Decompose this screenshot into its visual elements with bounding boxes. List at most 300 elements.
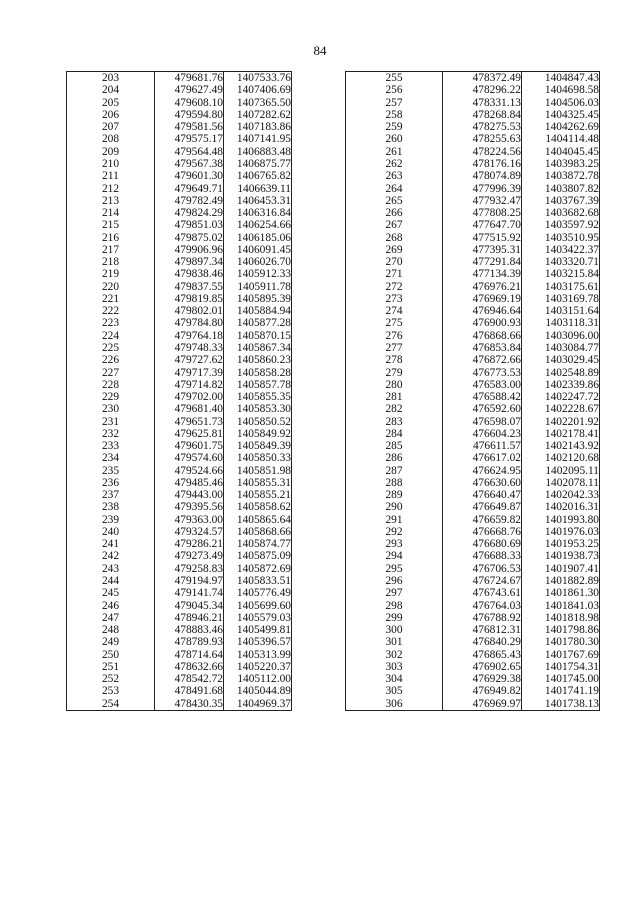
- x-coordinate: 478176.16: [443, 158, 522, 170]
- y-coordinate: 1405858.62: [224, 501, 292, 513]
- point-number: 306: [346, 698, 443, 711]
- x-coordinate: 479524.66: [155, 465, 224, 477]
- x-coordinate: 476706.53: [443, 563, 522, 575]
- x-coordinate: 476902.65: [443, 661, 522, 673]
- y-coordinate: 1401745.00: [522, 673, 600, 685]
- x-coordinate: 476592.60: [443, 403, 522, 415]
- y-coordinate: 1405855.35: [224, 391, 292, 403]
- table-row: [67, 219, 292, 231]
- y-coordinate: 1403151.64: [522, 305, 600, 317]
- x-coordinate: 479194.97: [155, 575, 224, 587]
- y-coordinate: 1405884.94: [224, 305, 292, 317]
- x-coordinate: 478074.89: [443, 170, 522, 182]
- y-coordinate: 1405699.60: [224, 599, 292, 611]
- point-number: 259: [346, 121, 443, 133]
- x-coordinate: 476949.82: [443, 685, 522, 697]
- table-row: [67, 440, 292, 452]
- y-coordinate: 1403597.92: [522, 219, 600, 231]
- y-coordinate: 1403767.39: [522, 195, 600, 207]
- y-coordinate: 1403096.00: [522, 330, 600, 342]
- y-coordinate: 1405875.09: [224, 550, 292, 562]
- y-coordinate: 1401741.19: [522, 685, 600, 697]
- point-number: 297: [346, 587, 443, 599]
- point-number: 305: [346, 685, 443, 697]
- x-coordinate: 476668.76: [443, 526, 522, 538]
- point-number: 209: [67, 146, 155, 158]
- table-row: [346, 268, 600, 280]
- point-number: 228: [67, 379, 155, 391]
- x-coordinate: 479764.18: [155, 330, 224, 342]
- x-coordinate: 479485.46: [155, 477, 224, 489]
- x-coordinate: 476976.21: [443, 281, 522, 293]
- table-row: [67, 72, 292, 85]
- y-coordinate: 1405868.66: [224, 526, 292, 538]
- point-number: 261: [346, 146, 443, 158]
- table-row: [346, 317, 600, 329]
- point-number: 260: [346, 133, 443, 145]
- point-number: 229: [67, 391, 155, 403]
- table-row: [67, 477, 292, 489]
- x-coordinate: 479258.83: [155, 563, 224, 575]
- y-coordinate: 1404262.69: [522, 121, 600, 133]
- point-number: 233: [67, 440, 155, 452]
- point-number: 284: [346, 428, 443, 440]
- x-coordinate: 479748.33: [155, 342, 224, 354]
- point-number: 267: [346, 219, 443, 231]
- y-coordinate: 1406765.82: [224, 170, 292, 182]
- x-coordinate: 479574.60: [155, 452, 224, 464]
- table-row: [346, 465, 600, 477]
- x-coordinate: 479837.55: [155, 281, 224, 293]
- table-row: [67, 550, 292, 562]
- y-coordinate: 1407533.76: [224, 72, 292, 85]
- x-coordinate: 476680.69: [443, 538, 522, 550]
- x-coordinate: 477932.47: [443, 195, 522, 207]
- y-coordinate: 1401953.25: [522, 538, 600, 550]
- y-coordinate: 1403029.45: [522, 354, 600, 366]
- y-coordinate: 1405895.39: [224, 293, 292, 305]
- x-coordinate: 479045.34: [155, 599, 224, 611]
- x-coordinate: 476764.03: [443, 599, 522, 611]
- y-coordinate: 1405874.77: [224, 538, 292, 550]
- y-coordinate: 1405396.57: [224, 636, 292, 648]
- table-row: [346, 109, 600, 121]
- point-number: 226: [67, 354, 155, 366]
- x-coordinate: 479897.34: [155, 256, 224, 268]
- x-coordinate: 478632.66: [155, 661, 224, 673]
- x-coordinate: 476969.19: [443, 293, 522, 305]
- point-number: 264: [346, 182, 443, 194]
- table-row: [67, 452, 292, 464]
- table-row: [346, 158, 600, 170]
- x-coordinate: 476688.33: [443, 550, 522, 562]
- x-coordinate: 476865.43: [443, 648, 522, 660]
- y-coordinate: 1402548.89: [522, 366, 600, 378]
- table-row: [67, 97, 292, 109]
- y-coordinate: 1401780.30: [522, 636, 600, 648]
- point-number: 217: [67, 244, 155, 256]
- point-number: 292: [346, 526, 443, 538]
- x-coordinate: 476900.93: [443, 317, 522, 329]
- point-number: 207: [67, 121, 155, 133]
- table-row: [346, 207, 600, 219]
- y-coordinate: 1401798.86: [522, 624, 600, 636]
- x-coordinate: 478542.72: [155, 673, 224, 685]
- x-coordinate: 476868.66: [443, 330, 522, 342]
- y-coordinate: 1403682.68: [522, 207, 600, 219]
- y-coordinate: 1402339.86: [522, 379, 600, 391]
- table-row: [67, 231, 292, 243]
- y-coordinate: 1405112.00: [224, 673, 292, 685]
- x-coordinate: 479567.38: [155, 158, 224, 170]
- y-coordinate: 1405579.03: [224, 612, 292, 624]
- point-number: 208: [67, 133, 155, 145]
- point-number: 220: [67, 281, 155, 293]
- point-number: 215: [67, 219, 155, 231]
- table-row: [346, 612, 600, 624]
- y-coordinate: 1405877.28: [224, 317, 292, 329]
- point-number: 213: [67, 195, 155, 207]
- x-coordinate: 478275.53: [443, 121, 522, 133]
- y-coordinate: 1404847.43: [522, 72, 600, 85]
- x-coordinate: 476624.95: [443, 465, 522, 477]
- x-coordinate: 478883.46: [155, 624, 224, 636]
- y-coordinate: 1402143.92: [522, 440, 600, 452]
- x-coordinate: 479906.96: [155, 244, 224, 256]
- x-coordinate: 476929.38: [443, 673, 522, 685]
- y-coordinate: 1402078.11: [522, 477, 600, 489]
- point-number: 269: [346, 244, 443, 256]
- x-coordinate: 479443.00: [155, 489, 224, 501]
- table-row: [346, 84, 600, 96]
- table-row: [346, 599, 600, 611]
- table-row: [346, 428, 600, 440]
- y-coordinate: 1406026.70: [224, 256, 292, 268]
- table-row: [346, 244, 600, 256]
- y-coordinate: 1402120.68: [522, 452, 600, 464]
- x-coordinate: 479851.03: [155, 219, 224, 231]
- y-coordinate: 1405220.37: [224, 661, 292, 673]
- table-row: [67, 207, 292, 219]
- x-coordinate: 477134.39: [443, 268, 522, 280]
- table-row: [67, 428, 292, 440]
- table-row: [346, 636, 600, 648]
- y-coordinate: 1405850.33: [224, 452, 292, 464]
- x-coordinate: 478714.64: [155, 648, 224, 660]
- table-row: [67, 354, 292, 366]
- table-row: [346, 231, 600, 243]
- point-number: 234: [67, 452, 155, 464]
- x-coordinate: 476788.92: [443, 612, 522, 624]
- table-row: [67, 330, 292, 342]
- table-row: [346, 563, 600, 575]
- point-number: 232: [67, 428, 155, 440]
- point-number: 218: [67, 256, 155, 268]
- x-coordinate: 479681.76: [155, 72, 224, 85]
- y-coordinate: 1407282.62: [224, 109, 292, 121]
- point-number: 287: [346, 465, 443, 477]
- table-row: [346, 97, 600, 109]
- y-coordinate: 1405867.34: [224, 342, 292, 354]
- point-number: 244: [67, 575, 155, 587]
- x-coordinate: 479273.49: [155, 550, 224, 562]
- x-coordinate: 476743.61: [443, 587, 522, 599]
- point-number: 241: [67, 538, 155, 550]
- x-coordinate: 479838.46: [155, 268, 224, 280]
- x-coordinate: 479819.85: [155, 293, 224, 305]
- table-row: [346, 587, 600, 599]
- point-number: 248: [67, 624, 155, 636]
- table-row: [67, 489, 292, 501]
- x-coordinate: 479824.29: [155, 207, 224, 219]
- x-coordinate: 476604.23: [443, 428, 522, 440]
- table-row: [67, 305, 292, 317]
- point-number: 273: [346, 293, 443, 305]
- x-coordinate: 478491.68: [155, 685, 224, 697]
- y-coordinate: 1405865.64: [224, 514, 292, 526]
- point-number: 230: [67, 403, 155, 415]
- point-number: 303: [346, 661, 443, 673]
- y-coordinate: 1405860.23: [224, 354, 292, 366]
- x-coordinate: 477291.84: [443, 256, 522, 268]
- point-number: 255: [346, 72, 443, 85]
- table-row: [346, 648, 600, 660]
- y-coordinate: 1406091.45: [224, 244, 292, 256]
- table-row: [67, 366, 292, 378]
- y-coordinate: 1402095.11: [522, 465, 600, 477]
- table-row: [346, 305, 600, 317]
- x-coordinate: 478946.21: [155, 612, 224, 624]
- y-coordinate: 1405499.81: [224, 624, 292, 636]
- point-number: 203: [67, 72, 155, 85]
- y-coordinate: 1404698.58: [522, 84, 600, 96]
- point-number: 219: [67, 268, 155, 280]
- y-coordinate: 1404114.48: [522, 133, 600, 145]
- point-number: 238: [67, 501, 155, 513]
- x-coordinate: 478430.35: [155, 698, 224, 711]
- point-number: 263: [346, 170, 443, 182]
- x-coordinate: 478224.56: [443, 146, 522, 158]
- point-number: 274: [346, 305, 443, 317]
- y-coordinate: 1404506.03: [522, 97, 600, 109]
- point-number: 301: [346, 636, 443, 648]
- table-row: [346, 182, 600, 194]
- x-coordinate: 479782.49: [155, 195, 224, 207]
- y-coordinate: 1401993.80: [522, 514, 600, 526]
- table-row: [67, 84, 292, 96]
- point-number: 278: [346, 354, 443, 366]
- x-coordinate: 476659.82: [443, 514, 522, 526]
- point-number: 224: [67, 330, 155, 342]
- table-row: [67, 391, 292, 403]
- point-number: 265: [346, 195, 443, 207]
- point-number: 298: [346, 599, 443, 611]
- y-coordinate: 1402178.41: [522, 428, 600, 440]
- y-coordinate: 1403510.95: [522, 231, 600, 243]
- y-coordinate: 1401861.30: [522, 587, 600, 599]
- y-coordinate: 1406185.06: [224, 231, 292, 243]
- x-coordinate: 479649.71: [155, 182, 224, 194]
- y-coordinate: 1406639.11: [224, 182, 292, 194]
- y-coordinate: 1402201.92: [522, 415, 600, 427]
- y-coordinate: 1401818.98: [522, 612, 600, 624]
- table-row: [67, 121, 292, 133]
- y-coordinate: 1405855.21: [224, 489, 292, 501]
- y-coordinate: 1405313.99: [224, 648, 292, 660]
- x-coordinate: 477647.70: [443, 219, 522, 231]
- x-coordinate: 477996.39: [443, 182, 522, 194]
- table-row: [346, 72, 600, 85]
- table-row: [346, 281, 600, 293]
- table-row: [346, 440, 600, 452]
- point-number: 289: [346, 489, 443, 501]
- table-row: [346, 366, 600, 378]
- table-row: [67, 195, 292, 207]
- y-coordinate: 1405850.52: [224, 415, 292, 427]
- y-coordinate: 1403118.31: [522, 317, 600, 329]
- y-coordinate: 1405857.78: [224, 379, 292, 391]
- point-number: 231: [67, 415, 155, 427]
- point-number: 295: [346, 563, 443, 575]
- x-coordinate: 479727.62: [155, 354, 224, 366]
- table-row: [346, 354, 600, 366]
- point-number: 240: [67, 526, 155, 538]
- point-number: 280: [346, 379, 443, 391]
- table-row: [346, 121, 600, 133]
- table-row: [67, 661, 292, 673]
- x-coordinate: 479601.30: [155, 170, 224, 182]
- point-number: 239: [67, 514, 155, 526]
- table-row: [346, 538, 600, 550]
- point-number: 290: [346, 501, 443, 513]
- point-number: 235: [67, 465, 155, 477]
- x-coordinate: 476773.53: [443, 366, 522, 378]
- point-number: 286: [346, 452, 443, 464]
- y-coordinate: 1405912.33: [224, 268, 292, 280]
- table-row: [67, 182, 292, 194]
- x-coordinate: 479784.80: [155, 317, 224, 329]
- x-coordinate: 479324.57: [155, 526, 224, 538]
- table-row: [346, 514, 600, 526]
- point-number: 216: [67, 231, 155, 243]
- y-coordinate: 1401882.89: [522, 575, 600, 587]
- table-row: [346, 415, 600, 427]
- y-coordinate: 1405911.78: [224, 281, 292, 293]
- y-coordinate: 1407365.50: [224, 97, 292, 109]
- y-coordinate: 1405851.98: [224, 465, 292, 477]
- point-number: 294: [346, 550, 443, 562]
- x-coordinate: 479581.56: [155, 121, 224, 133]
- y-coordinate: 1401907.41: [522, 563, 600, 575]
- point-number: 237: [67, 489, 155, 501]
- y-coordinate: 1402016.31: [522, 501, 600, 513]
- table-row: [346, 575, 600, 587]
- y-coordinate: 1403422.37: [522, 244, 600, 256]
- x-coordinate: 476724.67: [443, 575, 522, 587]
- table-row: [346, 293, 600, 305]
- y-coordinate: 1406254.66: [224, 219, 292, 231]
- y-coordinate: 1405855.31: [224, 477, 292, 489]
- table-row: [67, 673, 292, 685]
- table-row: [346, 661, 600, 673]
- point-number: 247: [67, 612, 155, 624]
- x-coordinate: 479286.21: [155, 538, 224, 550]
- y-coordinate: 1404969.37: [224, 698, 292, 711]
- point-number: 227: [67, 366, 155, 378]
- x-coordinate: 476812.31: [443, 624, 522, 636]
- point-number: 206: [67, 109, 155, 121]
- x-coordinate: 479141.74: [155, 587, 224, 599]
- y-coordinate: 1405853.30: [224, 403, 292, 415]
- x-coordinate: 479395.56: [155, 501, 224, 513]
- x-coordinate: 479625.81: [155, 428, 224, 440]
- table-row: [67, 133, 292, 145]
- table-row: [67, 158, 292, 170]
- point-number: 281: [346, 391, 443, 403]
- table-row: [67, 636, 292, 648]
- y-coordinate: 1403215.84: [522, 268, 600, 280]
- x-coordinate: 479601.75: [155, 440, 224, 452]
- table-row: [346, 256, 600, 268]
- table-row: [67, 501, 292, 513]
- x-coordinate: 479608.10: [155, 97, 224, 109]
- x-coordinate: 479717.39: [155, 366, 224, 378]
- point-number: 250: [67, 648, 155, 660]
- y-coordinate: 1407406.69: [224, 84, 292, 96]
- x-coordinate: 479575.17: [155, 133, 224, 145]
- point-number: 246: [67, 599, 155, 611]
- x-coordinate: 479594.80: [155, 109, 224, 121]
- point-number: 272: [346, 281, 443, 293]
- point-number: 257: [346, 97, 443, 109]
- table-row: [67, 256, 292, 268]
- y-coordinate: 1401754.31: [522, 661, 600, 673]
- x-coordinate: 476598.07: [443, 415, 522, 427]
- y-coordinate: 1405858.28: [224, 366, 292, 378]
- point-number: 258: [346, 109, 443, 121]
- table-row: [67, 281, 292, 293]
- table-row: [346, 330, 600, 342]
- y-coordinate: 1405872.69: [224, 563, 292, 575]
- point-number: 296: [346, 575, 443, 587]
- point-number: 282: [346, 403, 443, 415]
- point-number: 223: [67, 317, 155, 329]
- point-number: 210: [67, 158, 155, 170]
- point-number: 211: [67, 170, 155, 182]
- table-row: [67, 170, 292, 182]
- table-row: [67, 538, 292, 550]
- x-coordinate: 479627.49: [155, 84, 224, 96]
- table-row: [346, 219, 600, 231]
- table-row: [346, 550, 600, 562]
- point-number: 300: [346, 624, 443, 636]
- table-row: [67, 293, 292, 305]
- point-number: 204: [67, 84, 155, 96]
- table-row: [346, 489, 600, 501]
- point-number: 275: [346, 317, 443, 329]
- point-number: 271: [346, 268, 443, 280]
- point-number: 212: [67, 182, 155, 194]
- y-coordinate: 1401976.03: [522, 526, 600, 538]
- y-coordinate: 1405849.39: [224, 440, 292, 452]
- x-coordinate: 476611.57: [443, 440, 522, 452]
- y-coordinate: 1403169.78: [522, 293, 600, 305]
- point-number: 277: [346, 342, 443, 354]
- x-coordinate: 476617.02: [443, 452, 522, 464]
- point-number: 252: [67, 673, 155, 685]
- x-coordinate: 479363.00: [155, 514, 224, 526]
- x-coordinate: 478268.84: [443, 109, 522, 121]
